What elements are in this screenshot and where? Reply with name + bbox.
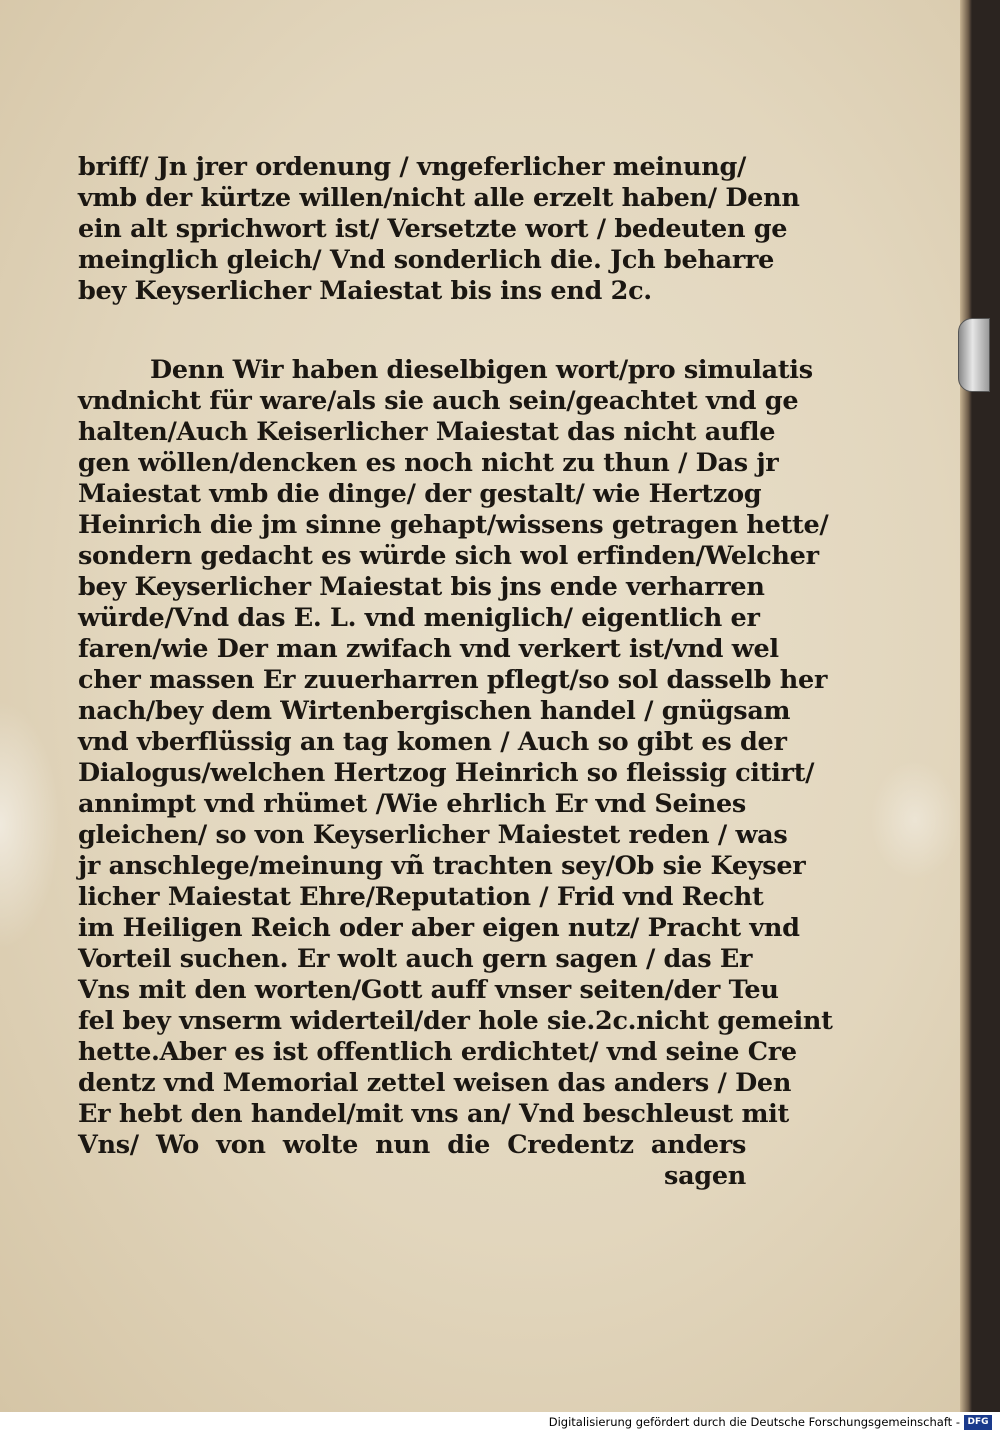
- text-line: cher massen Er zuuerharren pflegt/so sol dasselb her: [78, 665, 828, 695]
- text-line: fel bey vnserm widerteil/der hole sie.2c.nicht gemeint: [78, 1006, 833, 1036]
- paper-stain: [0, 700, 60, 950]
- text-line: sondern gedacht es würde sich wol erfinden/Welcher: [78, 541, 819, 571]
- text-line: würde/Vnd das E. L. vnd meniglich/ eigentlich er: [78, 603, 760, 633]
- text-line: dentz vnd Memorial zettel weisen das anders / Den: [78, 1068, 792, 1098]
- book-clamp: [958, 318, 990, 392]
- catchword: sagen: [664, 1161, 746, 1191]
- text-line: Denn Wir haben dieselbigen wort/pro simulatis: [150, 355, 813, 385]
- paragraph-gap: [78, 307, 746, 355]
- text-line: annimpt vnd rhümet /Wie ehrlich Er vnd Seines: [78, 789, 746, 819]
- body-text: [78, 152, 833, 1192]
- text-line: Er hebt den handel/mit vns an/ Vnd beschleust mit: [78, 1099, 790, 1129]
- text-line: Dialogus/welchen Hertzog Heinrich so fleissig citirt/: [78, 758, 815, 788]
- footer-bar: [0, 1412, 1000, 1434]
- page-edge-shadow: [960, 0, 972, 1412]
- text-line: meinglich gleich/ Vnd sonderlich die. Jch beharre: [78, 245, 775, 275]
- text-line: vnd vberflüssig an tag komen / Auch so gibt es der: [78, 727, 787, 757]
- text-line: Heinrich die jm sinne gehapt/wissens getragen hette/: [78, 510, 829, 540]
- show-through-mark: [60, 1222, 100, 1252]
- paper-stain: [870, 760, 960, 880]
- text-line: vmb der kürtze willen/nicht alle erzelt haben/ Denn: [78, 183, 800, 213]
- text-line: faren/wie Der man zwifach vnd verkert ist/vnd wel: [78, 634, 779, 664]
- text-line: Vorteil suchen. Er wolt auch gern sagen / das Er: [78, 944, 753, 974]
- text-line: im Heiligen Reich oder aber eigen nutz/ Pracht vnd: [78, 913, 800, 943]
- text-line: Maiestat vmb die dinge/ der gestalt/ wie Hertzog: [78, 479, 762, 509]
- text-line: briff/ Jn jrer ordenung / vngeferlicher meinung/: [78, 152, 747, 182]
- text-line: gleichen/ so von Keyserlicher Maiestet reden / was: [78, 820, 788, 850]
- text-line: jr anschlege/meinung vñ trachten sey/Ob sie Keyser: [78, 851, 806, 881]
- text-line: gen wöllen/dencken es noch nicht zu thun / Das jr: [78, 448, 779, 478]
- text-line: bey Keyserlicher Maiestat bis jns ende verharren: [78, 572, 765, 602]
- text-line: hette.Aber es ist offentlich erdichtet/ vnd seine Cre: [78, 1037, 797, 1067]
- text-line: Vns/ Wo von wolte nun die Credentz anders: [78, 1130, 746, 1160]
- text-line: ein alt sprichwort ist/ Versetzte wort / bedeuten ge: [78, 214, 788, 244]
- text-line: licher Maiestat Ehre/Reputation / Frid vnd Recht: [78, 882, 764, 912]
- dfg-logo-icon: DFG: [964, 1415, 992, 1430]
- text-line: halten/Auch Keiserlicher Maiestat das nicht aufle: [78, 417, 776, 447]
- text-line: bey Keyserlicher Maiestat bis ins end 2c.: [78, 276, 652, 306]
- text-line: Vns mit den worten/Gott auff vnser seiten/der Teu: [78, 975, 779, 1005]
- funding-credit: Digitalisierung gefördert durch die Deutsche Forschungsgemeinschaft -: [548, 1415, 960, 1429]
- text-line: vndnicht für ware/als sie auch sein/geachtet vnd ge: [78, 386, 799, 416]
- text-line: nach/bey dem Wirtenbergischen handel / gnügsam: [78, 696, 791, 726]
